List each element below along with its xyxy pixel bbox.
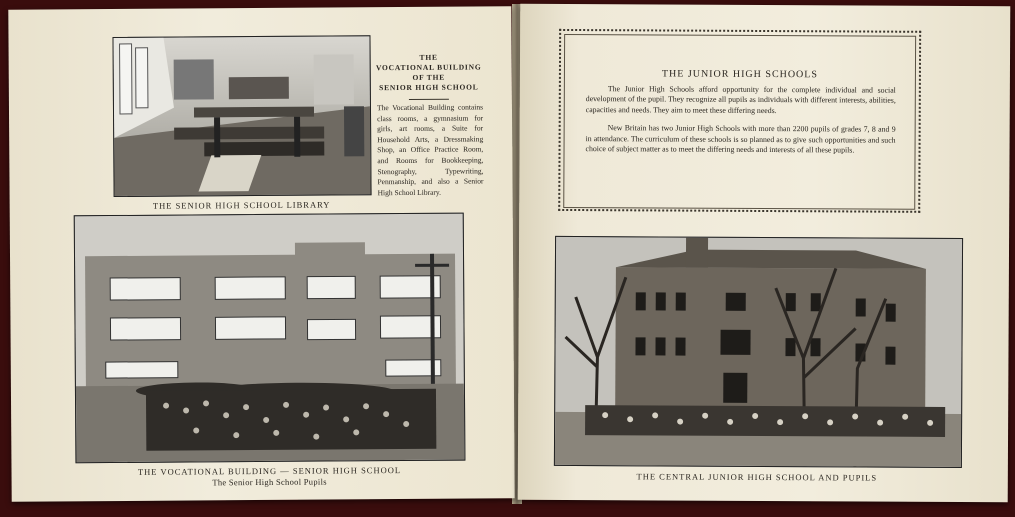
left-page xyxy=(8,6,514,501)
vocational-building-heading xyxy=(374,52,484,93)
library-photo-image xyxy=(113,36,370,196)
heading-line-3: OF THE xyxy=(412,72,446,82)
right-page xyxy=(518,4,1011,503)
heading-line-1: THE xyxy=(419,52,438,62)
library-photo xyxy=(112,35,371,197)
heading-line-4: SENIOR HIGH SCHOOL xyxy=(379,82,479,93)
central-junior-high-photo xyxy=(554,236,963,468)
central-junior-high-caption: THE CENTRAL JUNIOR HIGH SCHOOL AND PUPILS xyxy=(636,471,878,483)
vocational-building-photo xyxy=(74,213,466,464)
vocational-subcaption: The Senior High School Pupils xyxy=(212,476,327,488)
heading-line-2: VOCATIONAL BUILDING xyxy=(375,62,482,73)
junior-high-text xyxy=(586,84,896,156)
junior-high-paragraph-1: The Junior High Schools afford opportunity for the complete individual and social development of the pupil. They recognize all pupils as individuals with different interests, abilities, capacities and needs. They aim to meet these differing needs. xyxy=(585,84,896,115)
vocational-building-photo-image xyxy=(75,214,465,463)
central-junior-high-photo-image xyxy=(555,237,962,467)
junior-high-paragraph-2: New Britain has two Junior High Schools with more than 2200 pupils of grades 7, 8 and 9 in attendance. The curriculum of these schools is so planned as to give such opportunities and such choice of subject matter as to meet the differing needs and interests of all these pupils. xyxy=(585,123,896,155)
vocational-caption: THE VOCATIONAL BUILDING — SENIOR HIGH SCHOOL xyxy=(137,465,402,477)
library-caption: THE SENIOR HIGH SCHOOL LIBRARY xyxy=(152,199,331,211)
vocational-building-description: The Vocational Building contains class rooms, a gymnasium for girls, art rooms, a Suite for Household Arts, a Dressmaking Shop, an Office Practice Room, and Rooms for Bookkeeping, Stenography, Typewriting, Penmanship, and also a Senior High School Library. xyxy=(376,102,484,197)
junior-high-title: THE JUNIOR HIGH SCHOOLS xyxy=(661,68,818,81)
heading-divider xyxy=(409,99,449,100)
